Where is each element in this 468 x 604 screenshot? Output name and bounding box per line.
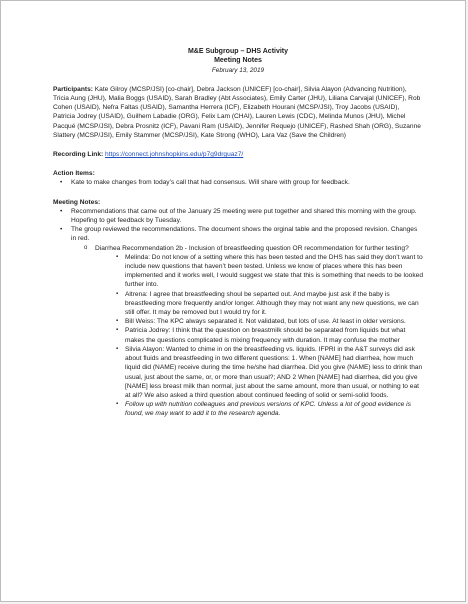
meeting-notes-heading: Meeting Notes: (53, 198, 101, 206)
sub-item-diarrhea-2b: o Diarrhea Recommendation 2b - Inclusion of breastfeeding question OR recommendation for further testing? (53, 244, 423, 253)
sub-list (53, 244, 423, 253)
document-subtitle: Meeting Notes (214, 57, 262, 65)
comments-list (53, 253, 423, 419)
recording-link[interactable]: https://connect.johnshopkins.edu/p7g9drguaz7/ (105, 151, 244, 159)
action-items-heading: Action Items: (53, 170, 95, 178)
comment-item: ▪ Patricia Jodrey: I think that the question on breastmilk should be separated from liquids but what makes the questions complicated is mixing frequency with duration. It may confuse the mother (53, 326, 423, 344)
comment-item: ▪ Melinda: Do not know of a setting where this has been tested and the DHS has said they don’t want to include new questions that haven’t been tested. Unless we know of places where this has been implemented and it works well, I would suggest we state that this is something that needs to be looked further into. (53, 253, 423, 290)
participants-paragraph (53, 85, 423, 140)
document-title: M&E Subgroup – DHS Activity (187, 48, 289, 55)
participants-list: Kate Gilroy (MCSP/JSI) [co-chair], Debra Jackson (UNICEF) [co-chair], Silvia Alayon (Advancing Nutrition), Tricia Aung (JHU), Malia Boggs (USAID), Sarah Bradley (Abt Associates), Emily Carter (JHU), Liliana Carvajal (UNICEF), Rob Cohen (USAID), Nefra Faltas (USAID), Samantha Herrera (ICF), Elizabeth Hourani (MCSP/JSI), Troy Jacobs (USAID), Patricia Jodrey (USAID), Guilhem Labadie (ORG), Felix Lam (CHAI), Lauren Lewis (CDC), Melinda Munos (JHU), Michel Pacqué (MCSP/JSI), Debra Prosnitz (ICF), Pavani Ram (USAID), Jennifer Requejo (UNICEF), Rashed Shah (ORG), Suzanne Slattery (MCSP/JSI), Emily Stammer (MCSP/JSI), Kate Strong (WHO), Lara Vaz (Save the Children) (53, 85, 421, 139)
recording-paragraph (53, 150, 423, 159)
comment-item: ▪ Bill Weiss: The KPC always separated it. Not validated, but lots of use. At least in older versions. (53, 317, 423, 326)
recording-label: Recording Link: (53, 151, 104, 159)
action-item: • Kate to make changes from today’s call that had consensus. Will share with group for feedback. (53, 178, 423, 187)
comment-item: ▪ Silvia Alayon: Wanted to chime in on the breastfeeding vs. liquids. IFPRI in the A&T surveys did ask about fluids and breastfeeding in two different questions: 1. When [NAME] had diarrhea, how much liquid did (NAME) receive during the time he/she had diarrhea. Did you give (NAME) less to drink than usual, just about the same, or, or more than usual?; AND 2 When [NAME] had diarrhea, did you give [NAME] less breast milk than normal, just about the same amount, more than usual, or nothing to eat at all? We also asked a third question about continued feeding of solid or semi-solid foods. (53, 345, 423, 400)
action-items-list (53, 178, 423, 187)
meeting-date: February 13, 2019 (211, 66, 265, 74)
note-item: • The group reviewed the recommendations. The document shows the orginal table and the proposed revision. Changes in red. (53, 225, 423, 243)
note-item: • Recommendations that came out of the January 25 meeting were put together and shared this morning with the group. Hopefing to get feedback by Tuesday. (53, 207, 423, 225)
participants-label: Participants: (53, 85, 93, 93)
meeting-notes-list (53, 207, 423, 244)
comment-item: ▪ Altrena: I agree that breastfeeding shoul be separted out. And maybe just ask if the baby is breastfeeding more frequently and/or longer. Although they may not want any new questions, we can still offer. It may be removed but I would try for it. (53, 290, 423, 318)
document-body (53, 47, 423, 419)
comment-item-follow-up: ▪ Follow up with nutrition colleagues and previous versions of KPC. Unless a lot of good evidence is found, we may want to add it to the research agenda. (53, 400, 423, 418)
